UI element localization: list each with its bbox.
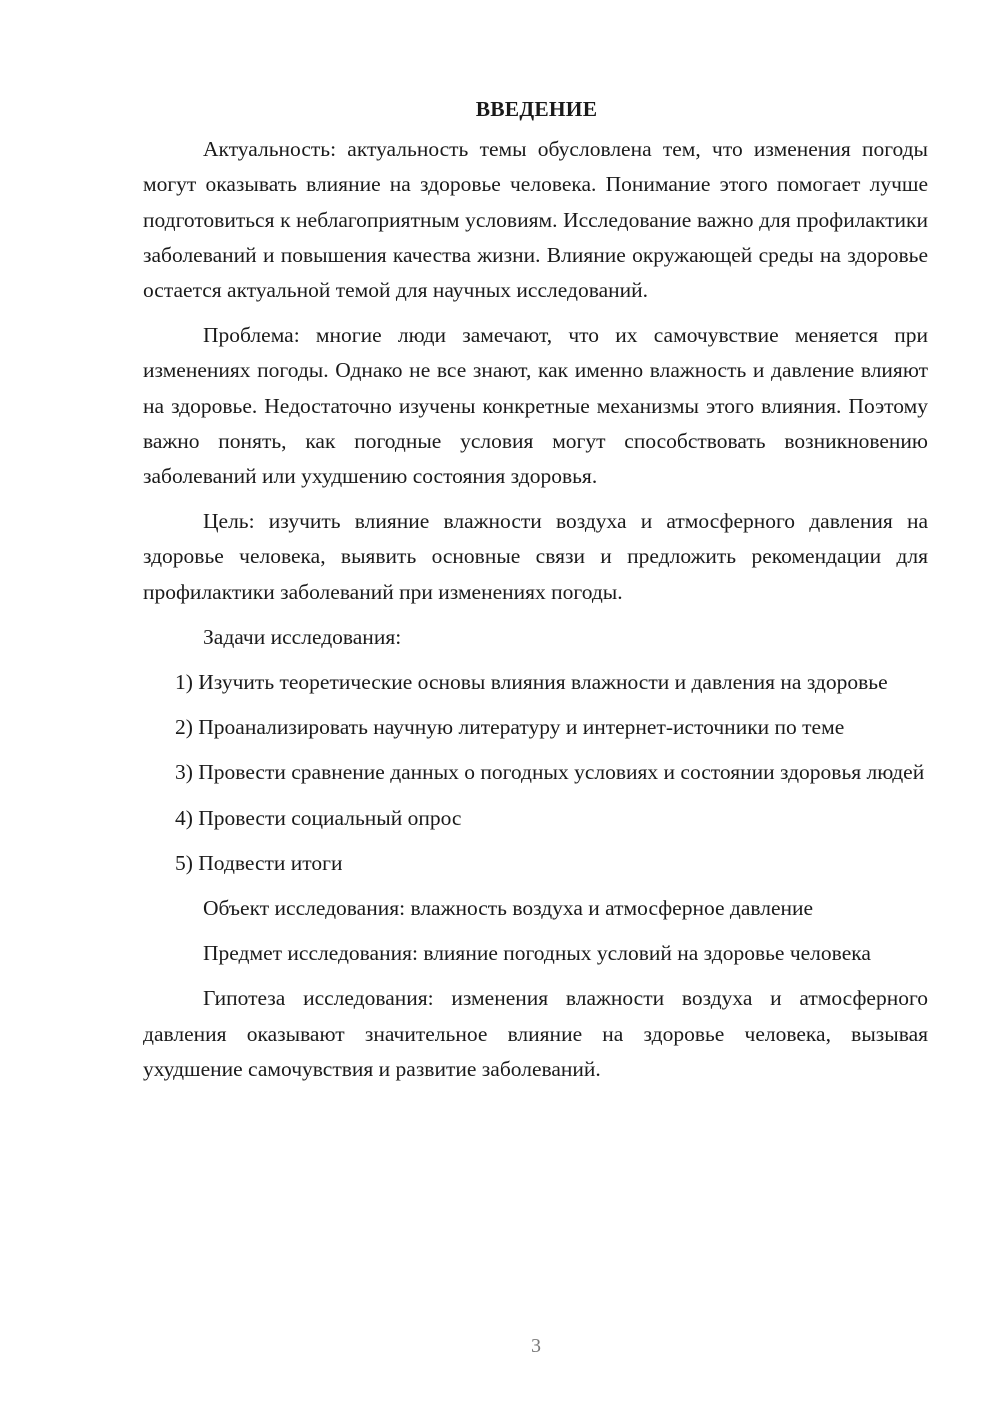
hypothesis-paragraph: Гипотеза исследования: изменения влажности воздуха и атмосферного давления оказывают значительное влияние на здоровье человека, вызывая ухудшение самочувствия и развитие заболеваний.: [143, 986, 928, 1081]
task-item: 1) Изучить теоретические основы влияния влажности и давления на здоровье: [175, 670, 888, 695]
page-content: [143, 92, 928, 1097]
task-item: 3) Провести сравнение данных о погодных условиях и состоянии здоровья людей: [175, 760, 925, 785]
tasks-heading: Задачи исследования:: [203, 624, 402, 649]
subject-paragraph: Предмет исследования: влияние погодных условий на здоровье человека: [203, 941, 871, 966]
problem-paragraph: Проблема: многие люди замечают, что их самочувствие меняется при изменениях погоды. Однако не все знают, как именно влажность и давление влияют на здоровье. Недостаточно изучены конкретные механизмы этого влияния. Поэтому важно понять, как погодные условия могут способствовать возникновению заболеваний или ухудшению состояния здоровья.: [143, 323, 928, 489]
page-title: ВВЕДЕНИЕ: [475, 97, 598, 121]
task-item: 2) Проанализировать научную литературу и интернет-источники по теме: [175, 715, 845, 740]
task-item: 5) Подвести итоги: [175, 850, 343, 875]
tasks-list: [143, 665, 928, 881]
page-number: 3: [531, 1335, 541, 1357]
goal-paragraph: Цель: изучить влияние влажности воздуха и атмосферного давления на здоровье человека, выявить основные связи и предложить рекомендации для профилактики заболеваний при изменениях погоды.: [143, 509, 928, 604]
object-paragraph: Объект исследования: влажность воздуха и атмосферное давление: [203, 896, 814, 921]
task-item: 4) Провести социальный опрос: [175, 805, 462, 830]
relevance-paragraph: Актуальность: актуальность темы обусловлена тем, что изменения погоды могут оказывать влияние на здоровье человека. Понимание этого помогает лучше подготовиться к неблагоприятным условиям. Исследование важно для профилактики заболеваний и повышения качества жизни. Влияние окружающей среды на здоровье остается актуальной темой для научных исследований.: [143, 137, 928, 303]
